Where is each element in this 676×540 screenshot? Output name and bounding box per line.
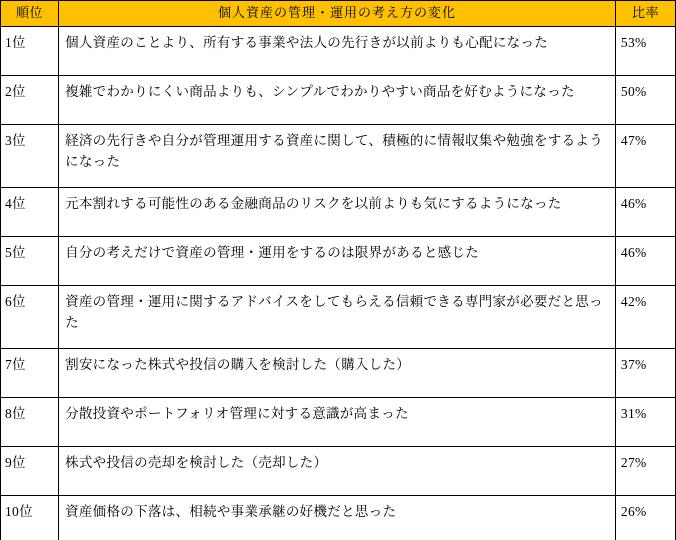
table-row	[1, 286, 676, 349]
rate-value: 46%	[615, 188, 675, 237]
rank-value: 7位	[1, 349, 59, 398]
table-row	[1, 496, 676, 540]
rate-value: 46%	[615, 237, 675, 286]
rank-value: 2位	[1, 76, 59, 125]
rank-value: 4位	[1, 188, 59, 237]
table-row	[1, 125, 676, 188]
rank-value: 8位	[1, 398, 59, 447]
table-row	[1, 27, 676, 76]
table-row	[1, 76, 676, 125]
statement-value: 個人資産のことより、所有する事業や法人の先行きが以前よりも心配になった	[59, 27, 616, 76]
column-header-statement: 個人資産の管理・運用の考え方の変化	[59, 1, 616, 27]
table-row	[1, 188, 676, 237]
statement-value: 分散投資やポートフォリオ管理に対する意識が高まった	[59, 398, 616, 447]
statement-value: 割安になった株式や投信の購入を検討した（購入した）	[59, 349, 616, 398]
table-header	[1, 1, 676, 27]
rate-value: 27%	[615, 447, 675, 496]
statement-value: 経済の先行きや自分が管理運用する資産に関して、積極的に情報収集や勉強をするようになった	[59, 125, 616, 188]
rank-value: 5位	[1, 237, 59, 286]
statement-value: 元本割れする可能性のある金融商品のリスクを以前よりも気にするようになった	[59, 188, 616, 237]
table-row	[1, 447, 676, 496]
rank-value: 10位	[1, 496, 59, 540]
table-row	[1, 398, 676, 447]
rate-value: 42%	[615, 286, 675, 349]
header-row	[1, 1, 676, 27]
table-body	[1, 27, 676, 540]
table-row	[1, 237, 676, 286]
rank-value: 9位	[1, 447, 59, 496]
rate-value: 50%	[615, 76, 675, 125]
rate-value: 31%	[615, 398, 675, 447]
rank-value: 6位	[1, 286, 59, 349]
column-header-rank: 順位	[1, 1, 59, 27]
rank-value: 3位	[1, 125, 59, 188]
statement-value: 複雑でわかりにくい商品よりも、シンプルでわかりやすい商品を好むようになった	[59, 76, 616, 125]
statement-value: 自分の考えだけで資産の管理・運用をするのは限界があると感じた	[59, 237, 616, 286]
table-row	[1, 349, 676, 398]
rank-value: 1位	[1, 27, 59, 76]
rate-value: 53%	[615, 27, 675, 76]
statement-value: 株式や投信の売却を検討した（売却した）	[59, 447, 616, 496]
statement-value: 資産の管理・運用に関するアドバイスをしてもらえる信頼できる専門家が必要だと思った	[59, 286, 616, 349]
rate-value: 26%	[615, 496, 675, 540]
column-header-rate: 比率	[615, 1, 675, 27]
rate-value: 37%	[615, 349, 675, 398]
rate-value: 47%	[615, 125, 675, 188]
statement-value: 資産価格の下落は、相続や事業承継の好機だと思った	[59, 496, 616, 540]
